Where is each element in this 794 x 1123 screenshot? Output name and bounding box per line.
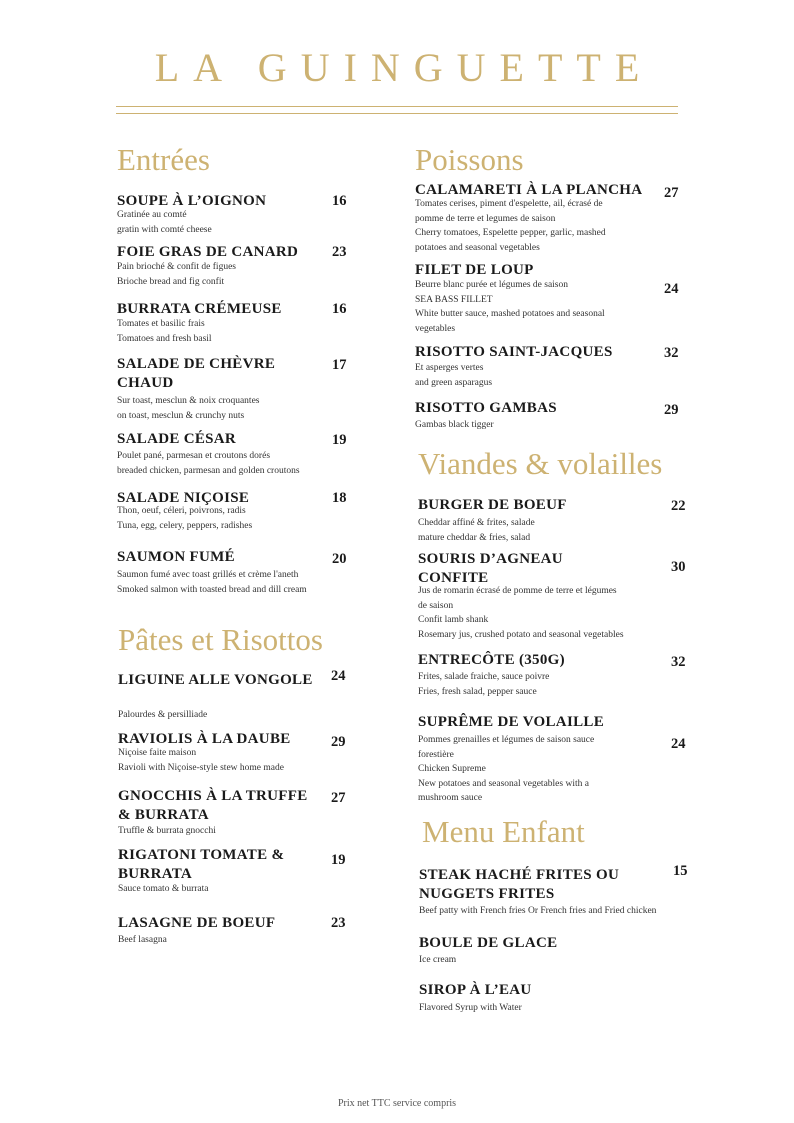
menu-item-price: 16 [332, 193, 347, 209]
menu-item-name: SOUPE À L’OIGNON [117, 193, 267, 209]
menu-item-description [415, 361, 492, 390]
section-title: Viandes & volailles [418, 446, 663, 481]
menu-item-name: SUPRÊME DE VOLAILLE [418, 714, 604, 730]
menu-item-description [117, 394, 259, 423]
menu-item-price: 17 [332, 357, 347, 373]
description-line: Fries, fresh salad, pepper sauce [418, 686, 537, 697]
description-line: Tomates et basilic frais [117, 319, 205, 329]
description-line: Gratinée au comté [117, 210, 187, 220]
description-line: Brioche bread and fig confit [117, 276, 225, 287]
section-title: Pâtes et Risottos [118, 622, 323, 657]
menu-item-name: ENTRECÔTE (350G) [418, 652, 565, 668]
menu-item-name: SAUMON FUMÉ [117, 549, 235, 565]
menu-item-name: SOURIS D’AGNEAU CONFITE [418, 551, 563, 586]
description-line: Tuna, egg, celery, peppers, radishes [117, 520, 253, 531]
menu-item-price: 32 [671, 654, 686, 670]
description-line: forestière [418, 749, 454, 760]
menu-item-price: 23 [332, 244, 347, 260]
description-line: Ice cream [419, 955, 457, 965]
description-line: Tomates cerises, piment d'espelette, ail, écrasé de [415, 199, 603, 209]
description-line: mushroom sauce [418, 793, 483, 803]
menu-item-description [118, 933, 167, 948]
description-line: Sur toast, mesclun & noix croquantes [117, 396, 260, 406]
menu-item-description [418, 516, 535, 545]
description-line: Et asperges vertes [415, 363, 484, 373]
menu-item-description [415, 418, 494, 433]
section-title: Poissons [415, 142, 524, 177]
menu-item-price: 23 [331, 915, 346, 931]
menu-item-description [418, 670, 549, 699]
menu-item-description [117, 317, 212, 346]
menu-item-price: 24 [671, 736, 686, 752]
menu-item-price: 29 [664, 402, 679, 418]
menu-item-name: SALADE NIÇOISE [117, 490, 250, 506]
restaurant-title: LA GUINGUETTE [154, 45, 654, 90]
section-title: Menu Enfant [422, 814, 585, 849]
menu-item-price: 27 [664, 185, 679, 201]
menu-item-description [419, 904, 656, 919]
description-line: potatoes and seasonal vegetables [415, 242, 540, 253]
menu-item-price: 29 [331, 734, 346, 750]
menu-item-name: RISOTTO GAMBAS [415, 400, 557, 416]
menu-item-price: 18 [332, 490, 347, 506]
description-line: Beef lasagna [118, 935, 167, 945]
footer-note: Prix net TTC service compris [337, 1098, 457, 1109]
menu-item-name: RISOTTO SAINT-JACQUES [415, 344, 613, 360]
menu-item-name: CALAMARETI À LA PLANCHA [415, 182, 643, 198]
description-line: New potatoes and seasonal vegetables with a [418, 778, 589, 789]
menu-item-name: LIGUINE ALLE VONGOLE [118, 672, 313, 688]
description-line: on toast, mesclun & crunchy nuts [117, 410, 245, 421]
menu-item-price: 19 [332, 432, 347, 448]
description-line: Tomatoes and fresh basil [117, 333, 212, 344]
description-line: Pain brioché & confit de figues [117, 262, 236, 272]
menu-item-description [118, 708, 207, 723]
description-line: Ravioli with Niçoise-style stew home made [118, 762, 284, 773]
description-line: Flavored Syrup with Water [419, 1003, 522, 1013]
description-line: Niçoise faite maison [118, 748, 197, 758]
menu-item-description [415, 278, 605, 336]
description-line: Cheddar affiné & frites, salade [418, 518, 535, 528]
description-line: and green asparagus [415, 377, 493, 388]
menu-item-description [117, 260, 236, 289]
description-line: breaded chicken, parmesan and golden croutons [117, 465, 300, 476]
description-line: Cherry tomatoes, Espelette pepper, garlic, mashed [415, 228, 606, 238]
description-line: Truffle & burrata gnocchi [118, 826, 216, 836]
section-title: Entrées [117, 142, 210, 177]
menu-item-name: LASAGNE DE BOEUF [118, 915, 276, 931]
description-line: Chicken Supreme [418, 764, 486, 774]
description-line: Frites, salade fraiche, sauce poivre [418, 672, 550, 682]
menu-item-price: 16 [332, 301, 347, 317]
menu-item-name: FILET DE LOUP [415, 262, 534, 278]
menu-item-price: 32 [664, 345, 679, 361]
menu-item-price: 30 [671, 559, 686, 575]
menu-item-description [118, 824, 216, 839]
description-line: Gambas black tigger [415, 420, 494, 430]
description-line: pomme de terre et legumes de saison [415, 213, 556, 224]
menu-item-description [419, 953, 456, 968]
menu-item-description [118, 746, 284, 775]
description-line: Smoked salmon with toasted bread and dill cream [117, 584, 307, 595]
menu-item-description [117, 208, 212, 237]
menu-item-price: 15 [673, 863, 688, 879]
description-line: Poulet pané, parmesan et croutons dorés [117, 451, 271, 461]
description-line: Rosemary jus, crushed potato and seasonal vegetables [418, 629, 624, 640]
description-line: Saumon fumé avec toast grillés et crème l'aneth [117, 570, 299, 580]
description-line: gratin with comté cheese [117, 224, 212, 235]
menu-item-name: BURRATA CRÉMEUSE [117, 301, 282, 317]
menu-item-description [117, 504, 252, 533]
menu-item-name: RIGATONI TOMATE & BURRATA [118, 847, 285, 882]
menu-item-description [117, 449, 300, 478]
description-line: SEA BASS FILLET [415, 294, 493, 305]
menu-item-price: 19 [331, 852, 346, 868]
description-line: mature cheddar & fries, salad [418, 532, 531, 543]
menu-item-price: 24 [664, 281, 679, 297]
menu-item-description [415, 197, 606, 255]
title-divider-bottom [116, 113, 678, 114]
menu-item-price: 20 [332, 551, 347, 567]
menu-item-description [419, 1001, 522, 1016]
description-line: Jus de romarin écrasé de pomme de terre et légumes [418, 586, 617, 596]
menu-item-price: 22 [671, 498, 686, 514]
description-line: vegetables [415, 323, 456, 334]
menu-item-name: SALADE CÉSAR [117, 431, 237, 447]
menu-item-name: STEAK HACHÉ FRITES OU NUGGETS FRITES [419, 867, 620, 902]
description-line: Palourdes & persilliade [118, 710, 208, 720]
menu-item-description [118, 882, 208, 897]
description-line: de saison [418, 600, 454, 611]
description-line: White butter sauce, mashed potatoes and seasonal [415, 309, 605, 319]
description-line: Pommes grenailles et légumes de saison sauce [418, 735, 595, 745]
menu-item-name: SALADE DE CHÈVRE CHAUD [117, 356, 276, 391]
description-line: Beurre blanc purée et légumes de saison [415, 280, 568, 290]
menu-item-name: SIROP À L’EAU [419, 982, 532, 998]
menu-item-name: RAVIOLIS À LA DAUBE [118, 731, 291, 747]
title-divider-top [116, 106, 678, 107]
menu-item-description [117, 568, 307, 597]
menu-item-price: 27 [331, 790, 346, 806]
description-line: Thon, oeuf, céleri, poivrons, radis [117, 506, 246, 516]
menu-item-name: BOULE DE GLACE [419, 935, 558, 951]
description-line: Confit lamb shank [418, 615, 489, 625]
description-line: Sauce tomato & burrata [118, 884, 209, 894]
menu-item-name: BURGER DE BOEUF [418, 497, 567, 513]
menu-item-name: FOIE GRAS DE CANARD [117, 244, 299, 260]
menu-item-name: GNOCCHIS À LA TRUFFE & BURRATA [118, 788, 308, 823]
description-line: Beef patty with French fries Or French fries and Fried chicken [419, 906, 657, 916]
menu-item-price: 24 [331, 668, 346, 684]
menu-item-description [418, 733, 594, 806]
menu-item-description [418, 584, 624, 642]
